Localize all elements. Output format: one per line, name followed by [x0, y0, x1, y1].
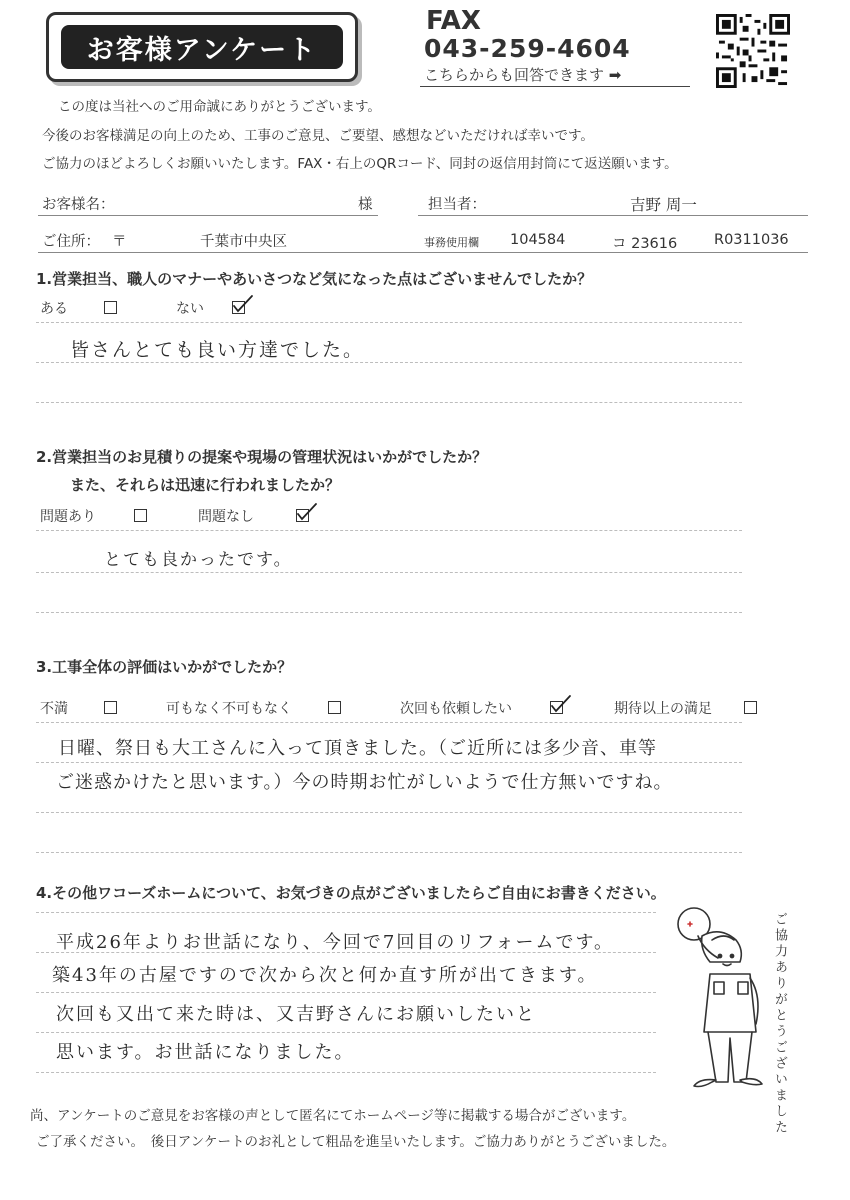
q4-answer-line-2: 築43年の古屋ですので次から次と何か直す所が出てきます。 [52, 965, 598, 986]
q2-rule-1 [36, 530, 742, 531]
name-underline [38, 215, 378, 216]
q1-option-no: ない [176, 301, 204, 317]
q4-answer-line-1: 平成26年よりお世話になり、今回で7回目のリフォームです。 [56, 932, 615, 953]
q3-rule-1 [36, 722, 742, 723]
address-value: 千葉市中央区 [200, 234, 287, 250]
q3-option-1: 不満 [40, 701, 68, 717]
q4-rule-5 [36, 1072, 656, 1073]
q3-opt1-checkbox[interactable] [104, 701, 117, 714]
q3-option-2: 可もなく不可もなく [166, 701, 292, 717]
q2-answer: とても良かったです。 [104, 550, 293, 570]
intro-line-2: 今後のお客様満足の向上のため、工事のご意見、ご要望、感想などいただければ幸いです。 [42, 128, 594, 144]
fax-label: FAX [426, 6, 481, 36]
q4-answer-line-4: 思います。お世話になりました。 [56, 1042, 355, 1063]
q2-noproblem-checkbox[interactable] [296, 509, 309, 522]
intro-line-3: ご協力のほどよろしくお願いいたします。FAX・右上のQRコード、同封の返信用封筒にて返送願います。 [42, 156, 678, 172]
q1-rule-2 [36, 362, 742, 363]
q4-question: 4.その他ワコーズホームについて、お気づきの点がございましたらご自由にお書きください。 [36, 884, 666, 902]
q3-answer-line-1: 日曜、祭日も大工さんに入って頂きました。（ご近所には多少音、車等 [58, 738, 657, 759]
staff-label: 担当者： [428, 197, 486, 213]
q4-rule-4 [36, 1032, 656, 1033]
q3-opt4-checkbox[interactable] [744, 701, 757, 714]
q2-question-line-1: 2.営業担当のお見積りの提案や現場の管理状況はいかがでしたか？ [36, 448, 488, 466]
q3-rule-4 [36, 852, 742, 853]
checkmark-icon [550, 695, 572, 715]
intro-line-1: この度は当社へのご用命誠にありがとうございます。 [58, 99, 381, 115]
q2-rule-3 [36, 612, 742, 613]
q2-rule-2 [36, 572, 742, 573]
office-use-label: 事務使用欄 [424, 236, 479, 249]
staff-underline [418, 215, 808, 216]
checkmark-icon [232, 295, 254, 315]
qr-code-icon [716, 14, 790, 88]
q3-opt3-checkbox[interactable] [550, 701, 563, 714]
office-code-3: R0311036 [714, 232, 789, 248]
q3-opt2-checkbox[interactable] [328, 701, 341, 714]
q1-rule-1 [36, 322, 742, 323]
q3-rule-2 [36, 762, 742, 763]
q4-rule-3 [36, 992, 656, 993]
q3-option-3: 次回も依頼したい [400, 701, 512, 717]
fax-note: こちらからも回答できます ➡ [424, 66, 622, 84]
fax-number: 043-259-4604 [424, 34, 631, 63]
q3-answer-line-2: ご迷惑かけたと思います。）今の時期お忙がしいようで仕方無いですね。 [56, 772, 673, 793]
footer-line-2: ご了承ください。 後日アンケートのお礼として粗品を進呈いたします。ご協力ありがとうございました。 [36, 1134, 676, 1150]
q4-rule-2 [36, 952, 656, 953]
office-code-2: コ 23616 [612, 236, 678, 252]
sama-suffix: 様 [358, 197, 373, 213]
q1-no-checkbox[interactable] [232, 301, 245, 314]
title-frame [46, 12, 358, 82]
q3-option-4: 期待以上の満足 [614, 701, 712, 717]
footer-line-1: 尚、アンケートのご意見をお客様の声として匿名にてホームページ等に掲載する場合がございます。 [30, 1108, 636, 1124]
q1-yes-checkbox[interactable] [104, 301, 117, 314]
q1-rule-3 [36, 402, 742, 403]
survey-title: お客様アンケート [61, 25, 343, 69]
postal-mark: 〒 [112, 234, 127, 250]
q2-question-line-2: また、それらは迅速に行われましたか？ [70, 476, 341, 494]
office-code-1: 104584 [510, 232, 566, 248]
address-underline [38, 252, 808, 253]
staff-name: 吉野 周一 [630, 196, 697, 214]
q2-problem-checkbox[interactable] [134, 509, 147, 522]
fax-underline [420, 86, 690, 87]
q1-answer: 皆さんとても良い方達でした。 [70, 339, 365, 361]
customer-name-label: お客様名： [42, 197, 115, 213]
side-thanks-text: ご協力ありがとうございました [772, 912, 787, 1136]
q2-option-noproblem: 問題なし [198, 509, 254, 525]
q3-question: 3.工事全体の評価はいかがでしたか？ [36, 658, 293, 676]
address-label: ご住所： [42, 234, 100, 250]
q4-rule-1 [36, 912, 656, 913]
q4-answer-line-3: 次回も又出て来た時は、又吉野さんにお願いしたいと [56, 1004, 536, 1025]
worker-illustration-icon [668, 900, 768, 1100]
q1-question: 1.営業担当、職人のマナーやあいさつなど気になった点はございませんでしたか？ [36, 270, 593, 288]
q3-rule-3 [36, 812, 742, 813]
checkmark-icon [296, 503, 318, 523]
q2-option-problem: 問題あり [40, 509, 96, 525]
q1-option-yes: ある [40, 301, 68, 317]
